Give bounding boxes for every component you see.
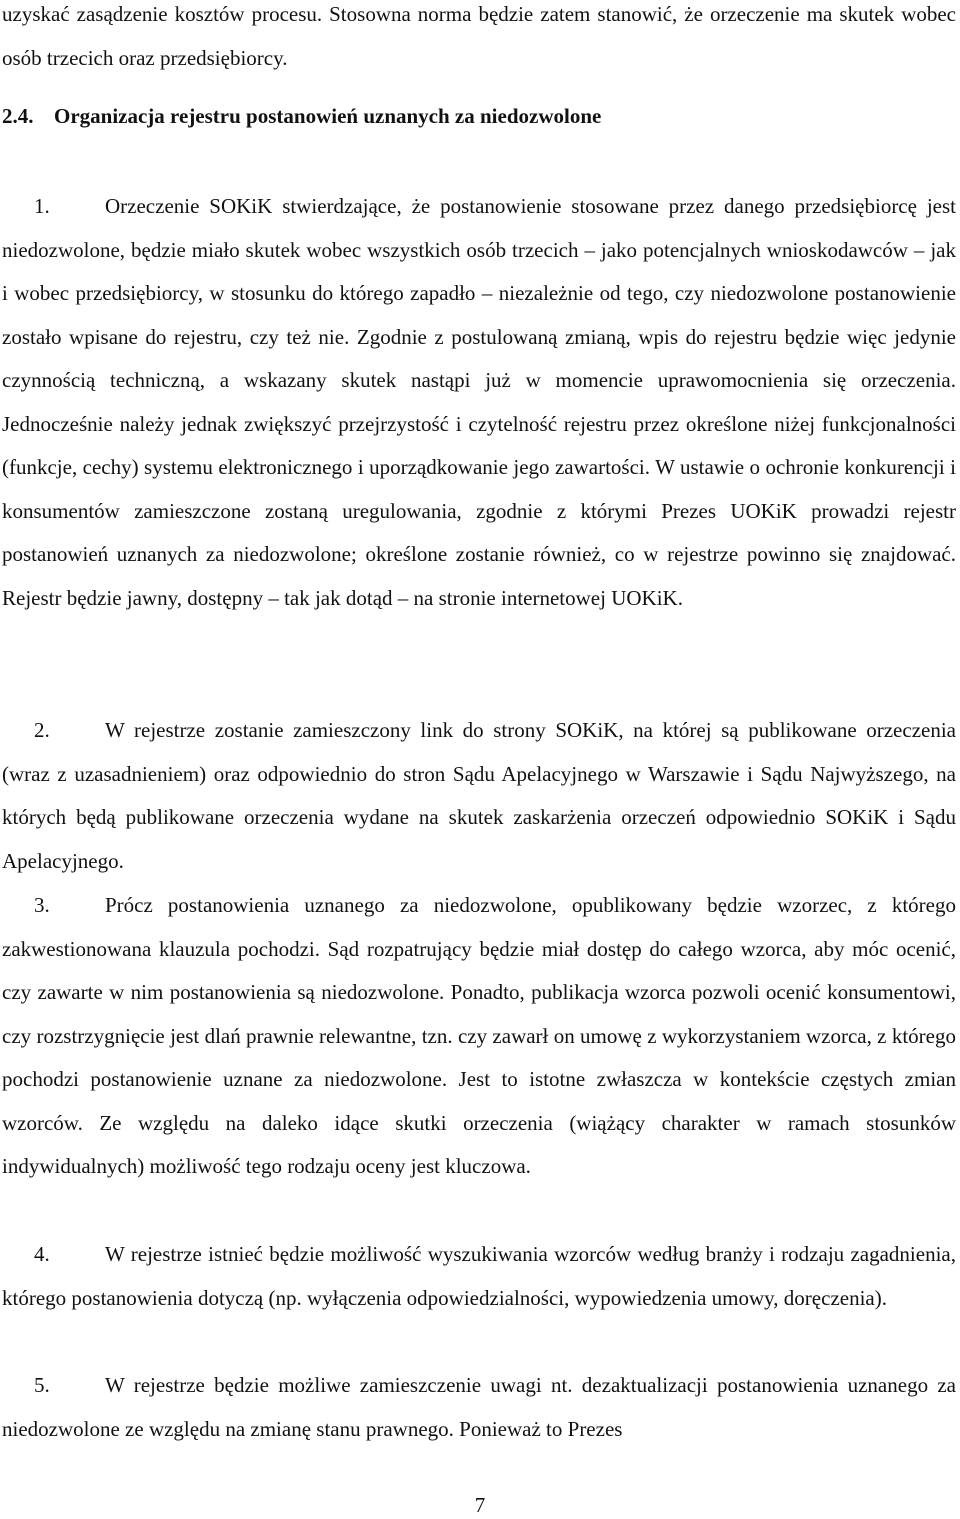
section-heading	[2, 95, 601, 139]
item-text: Orzeczenie SOKiK stwierdzające, że postanowienie stosowane przez danego przedsiębiorcę jest niedozwolone, będzie miało skutek wobec wszystkich osób trzecich – jako potencjalnych wnioskodawców – jak i wobec przedsiębiorcy, w stosunku do którego zapadło – niezależnie od tego, czy niedozwolone postanowienie zostało wpisane do rejestru, czy też nie. Zgodnie z postulowaną zmianą, wpis do rejestru będzie więc jedynie czynnością techniczną, a wskazany skutek nastąpi już w momencie uprawomocnienia się orzeczenia. Jednocześnie należy jednak zwiększyć przejrzystość i czytelność rejestru przez określone niżej funkcjonalności (funkcje, cechy) systemu elektronicznego i uporządkowanie jego zawartości. W ustawie o ochronie konkurencji i konsumentów zamieszczone zostaną uregulowania, zgodnie z którymi Prezes UOKiK prowadzi rejestr postanowień uznanych za niedozwolone; określone zostanie również, co w rejestrze powinno się znajdować. Rejestr będzie jawny, dostępny – tak jak dotąd – na stronie internetowej UOKiK.	[2, 194, 956, 610]
item-number: 4.	[34, 1242, 50, 1266]
item-number: 1.	[34, 194, 50, 218]
list-item	[2, 185, 956, 620]
section-title: Organizacja rejestru postanowień uznanych za niedozwolone	[54, 104, 602, 128]
item-number: 5.	[34, 1373, 50, 1397]
item-number: 3.	[34, 893, 50, 917]
list-item	[2, 1364, 956, 1451]
item-number: 2.	[34, 718, 50, 742]
item-text: W rejestrze będzie możliwe zamieszczenie uwagi nt. dezaktualizacji postanowienia uznanego za niedozwolone ze względu na zmianę stanu prawnego. Ponieważ to Prezes	[2, 1373, 956, 1441]
item-text: Prócz postanowienia uznanego za niedozwolone, opublikowany będzie wzorzec, z którego zakwestionowana klauzula pochodzi. Sąd rozpatrujący będzie miał dostęp do całego wzorca, aby móc ocenić, czy zawarte w nim postanowienia są niedozwolone. Ponadto, publikacja wzorca pozwoli ocenić konsumentowi, czy rozstrzygnięcie jest dlań prawnie relewantne, tzn. czy zawarł on umowę z wykorzystaniem wzorca, z którego pochodzi postanowienie uznane za niedozwolone. Jest to istotne zwłaszcza w kontekście częstych zmian wzorców. Ze względu na daleko idące skutki orzeczenia (wiążący charakter w ramach stosunków indywidualnych) możliwość tego rodzaju oceny jest kluczowa.	[2, 893, 956, 1178]
continuation-paragraph: uzyskać zasądzenie kosztów procesu. Stosowna norma będzie zatem stanowić, że orzeczenie ma skutek wobec osób trzecich oraz przedsiębiorcy.	[2, 2, 956, 70]
item-text: W rejestrze istnieć będzie możliwość wyszukiwania wzorców według branży i rodzaju zagadnienia, którego postanowienia dotyczą (np. wyłączenia odpowiedzialności, wypowiedzenia umowy, doręczenia).	[2, 1242, 956, 1310]
list-item	[2, 709, 956, 883]
list-item	[2, 1233, 956, 1320]
item-text: W rejestrze zostanie zamieszczony link do strony SOKiK, na której są publikowane orzeczenia (wraz z uzasadnieniem) oraz odpowiednio do stron Sądu Apelacyjnego w Warszawie i Sądu Najwyższego, na których będą publikowane orzeczenia wydane na skutek zaskarżenia orzeczeń odpowiednio SOKiK i Sądu Apelacyjnego.	[2, 718, 956, 873]
page-number: 7	[474, 1493, 486, 1517]
list-item	[2, 884, 956, 1189]
section-number: 2.4.	[2, 104, 34, 128]
